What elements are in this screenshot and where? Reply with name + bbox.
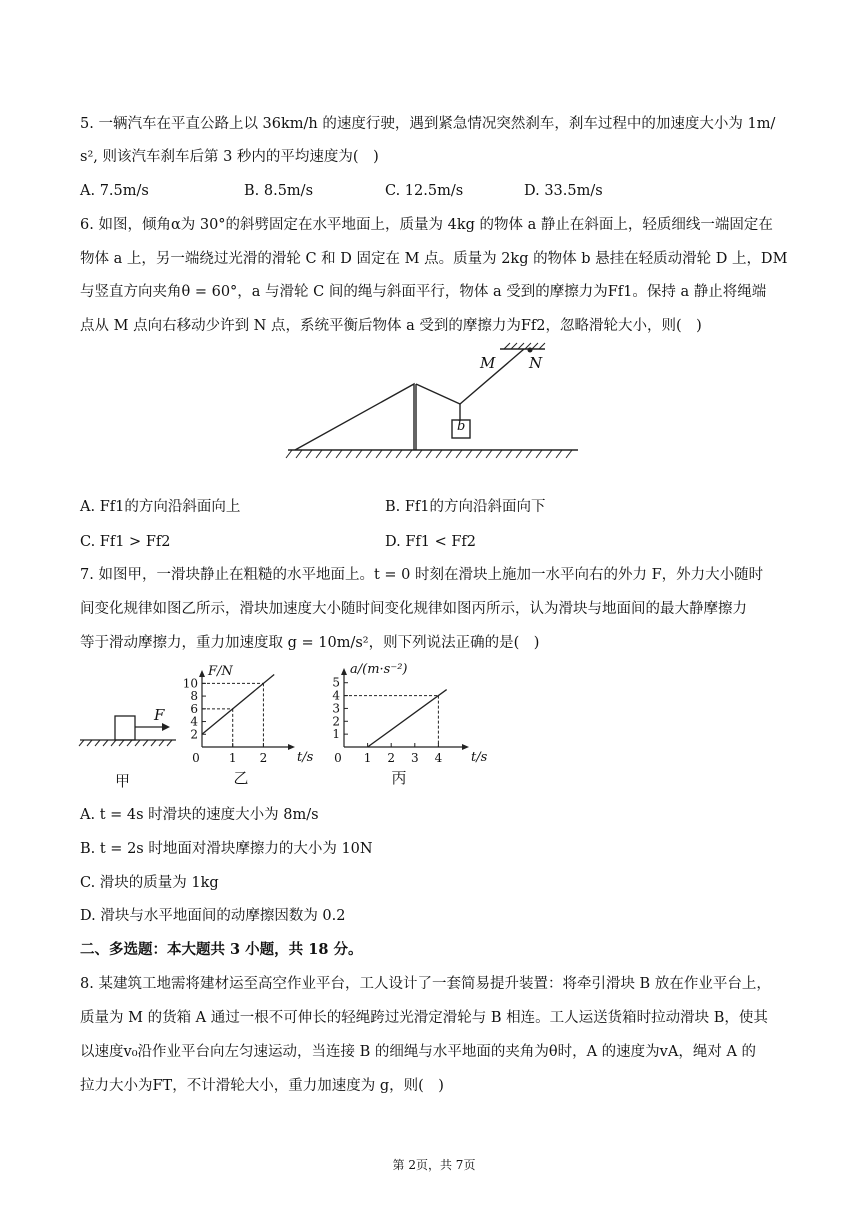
y-tick-label: 8 [190, 689, 198, 704]
x-axis-arrow [462, 744, 469, 750]
q6-option-c: C. Ff1 > Ff2 [80, 534, 171, 550]
force-arrow-head [162, 723, 170, 731]
x-axis-label: t/s [471, 750, 488, 765]
q8-line-3: 以速度v₀沿作业平台向左匀速运动，当连接 B 的细绳与水平地面的夹角为θ时，A 的速度为vA，绳对 A 的 [80, 1044, 757, 1060]
q7-option-d: D. 滑块与水平地面间的动摩擦因数为 0.2 [80, 908, 346, 924]
y-axis-label: a/(m·s⁻²) [350, 662, 408, 677]
y-tick-label: 5 [332, 675, 340, 690]
q7-line-3: 等于滑动摩擦力，重力加速度取 g = 10m/s²，则下列说法正确的是( ) [80, 635, 540, 651]
q6-line-1: 6. 如图，倾角α为 30°的斜劈固定在水平地面上，质量为 4kg 的物体 a 静止在斜面上，轻质细线一端固定在 [80, 217, 773, 233]
y-tick-label: 10 [182, 676, 198, 691]
y-tick-label: 2 [190, 727, 198, 742]
section-heading: 二、多选题：本大题共 3 小题，共 18 分。 [80, 941, 363, 958]
q5-option-c: C. 12.5m/s [385, 183, 464, 199]
force-label: F [154, 706, 165, 724]
y-tick-label: 6 [190, 701, 198, 716]
q6-option-b: B. Ff1的方向沿斜面向下 [385, 499, 546, 515]
q8-line-1: 8. 某建筑工地需将建材运至高空作业平台，工人设计了一套简易提升装置：将牵引滑块 B 放在作业平台上， [80, 976, 771, 992]
caption-jia: 甲 [115, 772, 131, 790]
y-tick-label: 4 [332, 688, 340, 703]
q7-option-c: C. 滑块的质量为 1kg [80, 875, 219, 891]
chart-bing [318, 660, 488, 795]
y-tick-label: 2 [332, 714, 340, 729]
q6-option-d: D. Ff1 < Ff2 [385, 534, 477, 550]
label-m: M [480, 354, 496, 372]
q6-line-4: 点从 M 点向右移动少许到 N 点，系统平衡后物体 a 受到的摩擦力为Ff2，忽略滑轮大小，则( ) [80, 318, 702, 334]
chart-yi [180, 660, 314, 795]
x-tick-label: 0 [192, 751, 200, 765]
q5-line-2: s², 则该汽车刹车后第 3 秒内的平均速度为( ) [80, 149, 379, 165]
q5-option-b: B. 8.5m/s [244, 183, 314, 199]
label-b: b [457, 419, 466, 434]
x-axis-arrow [288, 744, 295, 750]
q6-line-3: 与竖直方向夹角θ = 60°，a 与滑轮 C 间的绳与斜面平行，物体 a 受到的摩擦力为Ff1。保持 a 静止将绳端 [80, 284, 767, 300]
q6-line-2: 物体 a 上，另一端绕过光滑的滑轮 C 和 D 固定在 M 点。质量为 2kg 的物体 b 悬挂在轻质动滑轮 D 上，DM [80, 251, 788, 267]
x-tick-label: 3 [410, 751, 419, 765]
q8-line-4: 拉力大小为FT，不计滑轮大小，重力加速度为 g，则( ) [80, 1078, 444, 1094]
y-axis-arrow [199, 670, 205, 677]
chart-caption: 丙 [391, 769, 407, 787]
q8-line-2: 质量为 M 的货箱 A 通过一根不可伸长的轻绳跨过光滑定滑轮与 B 相连。工人运送货箱时拉动滑块 B，使其 [80, 1010, 768, 1026]
y-tick-label: 4 [190, 714, 198, 729]
q5-option-a: A. 7.5m/s [80, 183, 149, 199]
x-tick-label: 0 [334, 751, 342, 765]
q7-line-1: 7. 如图甲，一滑块静止在粗糙的水平地面上。t = 0 时刻在滑块上施加一水平向右的外力 F，外力大小随时 [80, 567, 764, 583]
x-tick-label: 1 [363, 751, 372, 765]
x-axis-label: t/s [297, 750, 314, 765]
q7-line-2: 间变化规律如图乙所示，滑块加速度大小随时间变化规律如图丙所示，认为滑块与地面间的最大静摩擦力 [80, 601, 747, 617]
y-axis-label: F/N [208, 664, 233, 679]
page-footer: 第 2页，共 7页 [392, 1158, 476, 1172]
slider-block [115, 716, 135, 740]
y-tick-label: 3 [332, 701, 340, 716]
q6-option-a: A. Ff1的方向沿斜面向上 [80, 499, 241, 515]
q5-option-d: D. 33.5m/s [524, 183, 603, 199]
q5-line-1: 5. 一辆汽车在平直公路上以 36km/h 的速度行驶，遇到紧急情况突然刹车，刹车过程中的加速度大小为 1m/ [80, 116, 776, 132]
q7-option-b: B. t = 2s 时地面对滑块摩擦力的大小为 10N [80, 841, 373, 857]
x-tick-label: 2 [259, 751, 268, 765]
x-tick-label: 2 [387, 751, 396, 765]
chart-caption: 乙 [233, 769, 249, 787]
y-tick-label: 1 [332, 727, 340, 742]
series-line [368, 690, 447, 747]
label-n: N [529, 354, 543, 372]
y-axis-arrow [341, 668, 347, 675]
x-tick-label: 1 [228, 751, 237, 765]
x-tick-label: 4 [434, 751, 443, 765]
q7-option-a: A. t = 4s 时滑块的速度大小为 8m/s [80, 807, 319, 823]
